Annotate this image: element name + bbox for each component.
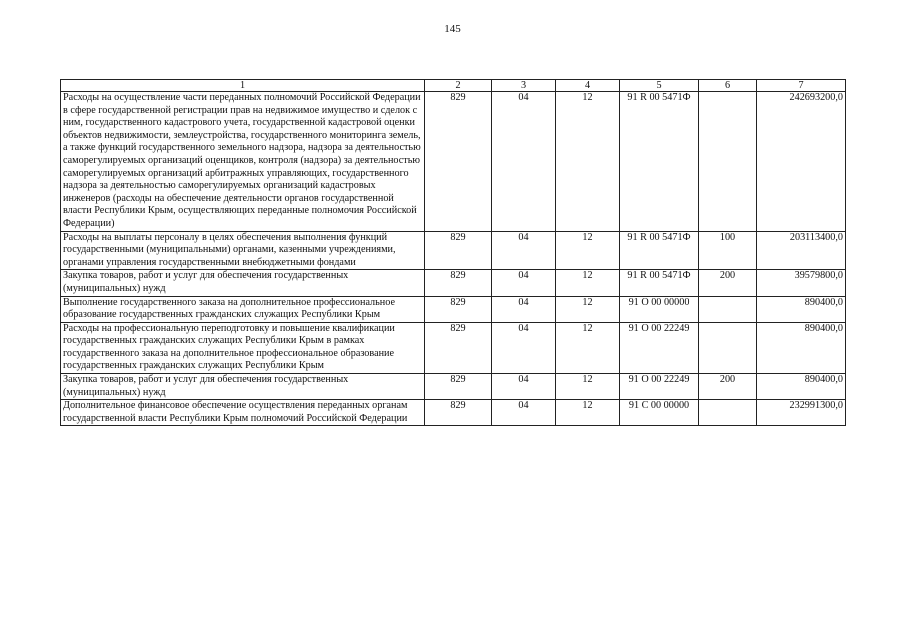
column-header: 1 [61,80,425,92]
budget-table [60,79,846,426]
row-col5: 91 С 00 00000 [620,400,699,426]
row-col4: 12 [556,231,620,270]
row-description: Закупка товаров, работ и услуг для обеспечения государственных (муниципальных) нужд [61,270,425,296]
row-col5: 91 R 00 5471Ф [620,231,699,270]
row-col2: 829 [425,92,492,232]
row-col7: 203113400,0 [757,231,846,270]
column-header: 6 [699,80,757,92]
table-row [61,231,846,270]
row-col7: 890400,0 [757,374,846,400]
table-row [61,400,846,426]
row-col5: 91 R 00 5471Ф [620,270,699,296]
row-description: Закупка товаров, работ и услуг для обеспечения государственных (муниципальных) нужд [61,374,425,400]
column-header: 3 [492,80,556,92]
row-col5: 91 О 00 22249 [620,322,699,373]
row-col2: 829 [425,270,492,296]
row-col4: 12 [556,322,620,373]
row-col2: 829 [425,400,492,426]
table-row [61,296,846,322]
row-col4: 12 [556,296,620,322]
row-col3: 04 [492,92,556,232]
page-number: 145 [444,23,461,35]
row-col3: 04 [492,270,556,296]
row-col4: 12 [556,400,620,426]
row-col7: 890400,0 [757,322,846,373]
row-col7: 232991300,0 [757,400,846,426]
table-row [61,374,846,400]
row-col3: 04 [492,374,556,400]
row-col5: 91 О 00 22249 [620,374,699,400]
row-col6 [699,296,757,322]
row-col6 [699,322,757,373]
row-col7: 242693200,0 [757,92,846,232]
row-col3: 04 [492,400,556,426]
table-row [61,92,846,232]
row-col2: 829 [425,231,492,270]
row-col6: 200 [699,374,757,400]
column-header: 5 [620,80,699,92]
column-header: 2 [425,80,492,92]
row-description: Дополнительное финансовое обеспечение осуществления переданных органам государственной власти Республики Крым полномочий Российской Федерации [61,400,425,426]
row-col7: 890400,0 [757,296,846,322]
table-header-row [61,80,846,92]
row-col3: 04 [492,296,556,322]
column-header: 7 [757,80,846,92]
column-header: 4 [556,80,620,92]
row-col2: 829 [425,296,492,322]
row-col4: 12 [556,92,620,232]
row-col5: 91 О 00 00000 [620,296,699,322]
row-col6 [699,400,757,426]
row-col2: 829 [425,374,492,400]
row-col4: 12 [556,270,620,296]
row-col2: 829 [425,322,492,373]
row-col4: 12 [556,374,620,400]
row-description: Расходы на осуществление части переданных полномочий Российской Федерации в сфере государственной регистрации прав на недвижимое имущество и сделок с ним, государственного кадастрового учета, государственной кадастровой оценки объектов недвижимости, землеустройства, государственного мониторинга земель, а также функций государственного земельного надзора, надзора за деятельностью саморегулируемых организаций оценщиков, контроля (надзора) за деятельностью саморегулируемых организаций арбитражных управляющих, государственного надзора за деятельностью саморегулируемых организаций кадастровых инженеров (расходы на обеспечение деятельности органов государственной власти Республики Крым, осуществляющих переданные полномочия Российской Федерации) [61,92,425,232]
row-col3: 04 [492,231,556,270]
row-col3: 04 [492,322,556,373]
row-description: Расходы на профессиональную переподготовку и повышение квалификации государственных гражданских служащих Республики Крым в рамках государственного заказа на дополнительное профессиональное образование государственных гражданских служащих Республики Крым [61,322,425,373]
table-row [61,270,846,296]
row-col6: 200 [699,270,757,296]
row-description: Расходы на выплаты персоналу в целях обеспечения выполнения функций государственными (муниципальными) органами, казенными учреждениями, органами управления государственными внебюджетными фондами [61,231,425,270]
row-col7: 39579800,0 [757,270,846,296]
row-col6: 100 [699,231,757,270]
row-description: Выполнение государственного заказа на дополнительное профессиональное образование государственных гражданских служащих Республики Крым [61,296,425,322]
row-col5: 91 R 00 5471Ф [620,92,699,232]
row-col6 [699,92,757,232]
table-row [61,322,846,373]
